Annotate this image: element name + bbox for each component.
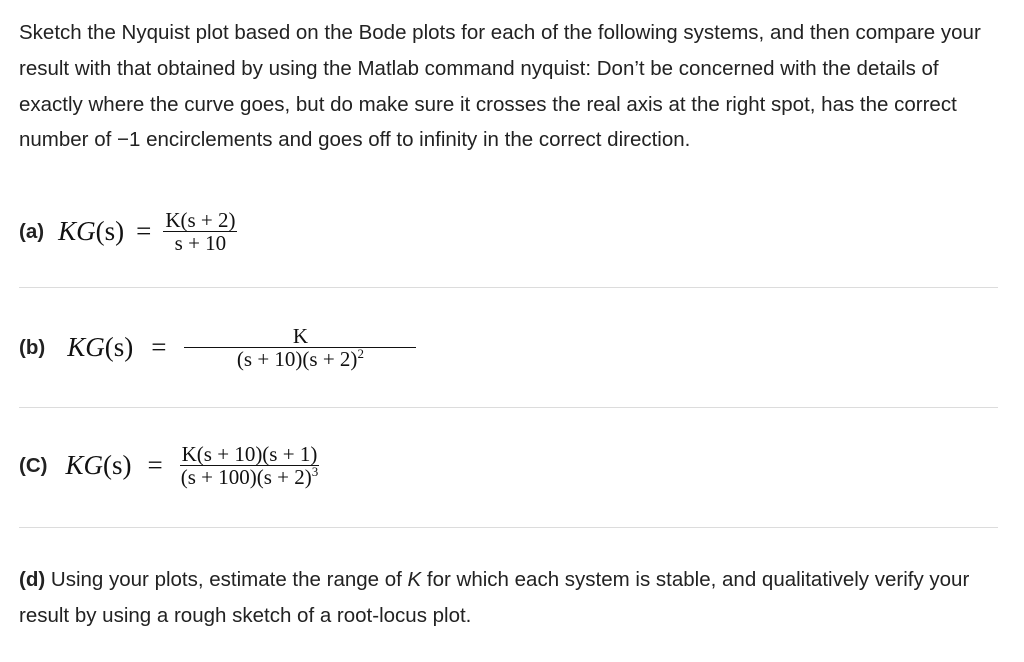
transfer-function-fraction xyxy=(184,326,416,369)
denominator xyxy=(173,232,229,253)
denominator xyxy=(235,348,366,369)
divider xyxy=(19,407,998,408)
part-d-label: (d) xyxy=(19,568,46,591)
numerator: K(s + 10)(s + 1) xyxy=(181,442,318,466)
numerator: K(s + 2) xyxy=(165,208,236,232)
part-d-text-before: Using your plots, estimate the range of xyxy=(45,568,408,591)
problem-c xyxy=(19,444,320,487)
lhs-function: KG xyxy=(67,332,105,362)
lhs-argument: (s) xyxy=(95,216,125,246)
transfer-function-fraction xyxy=(163,210,237,253)
equals-sign: = xyxy=(136,216,152,246)
transfer-function-fraction xyxy=(179,444,321,487)
part-d-text-after: for which each system is stable, and qualitatively verify your result by using a rough sketch of a root-locus plot. xyxy=(19,568,970,627)
denominator xyxy=(179,466,321,487)
equals-sign: = xyxy=(147,450,163,480)
denominator-exponent: 2 xyxy=(357,346,364,361)
transfer-function-lhs xyxy=(65,450,131,481)
transfer-function-lhs xyxy=(67,332,133,363)
denominator-text: s + 10 xyxy=(174,231,227,255)
problem-label: (C) xyxy=(19,453,48,477)
problem-b xyxy=(19,326,416,369)
divider xyxy=(19,287,998,288)
numerator: K xyxy=(184,326,416,348)
divider xyxy=(19,527,998,528)
problem-label: (a) xyxy=(19,219,45,243)
denominator-text: (s + 100)(s + 2) xyxy=(180,465,312,489)
denominator-text: (s + 10)(s + 2) xyxy=(236,347,358,371)
lhs-function: KG xyxy=(58,216,96,246)
lhs-argument: (s) xyxy=(104,332,134,362)
part-d-variable: K xyxy=(407,568,422,591)
transfer-function-lhs xyxy=(58,216,124,247)
denominator-exponent: 3 xyxy=(311,464,319,479)
problem-a xyxy=(19,210,237,253)
equals-sign: = xyxy=(151,332,167,362)
problem-label: (b) xyxy=(19,335,46,359)
problem-intro: Sketch the Nyquist plot based on the Bode plots for each of the following systems, and then compare your result with that obtained by using the Matlab command nyquist: Don’t be concerned with the details of exactly where the curve goes, but do make sure it crosses the real axis at the right spot, has the correct number of −1 encirclements and goes off to infinity in the correct direction. xyxy=(19,21,981,152)
lhs-function: KG xyxy=(65,450,103,480)
lhs-argument: (s) xyxy=(102,450,132,480)
part-d-text xyxy=(19,562,1004,634)
